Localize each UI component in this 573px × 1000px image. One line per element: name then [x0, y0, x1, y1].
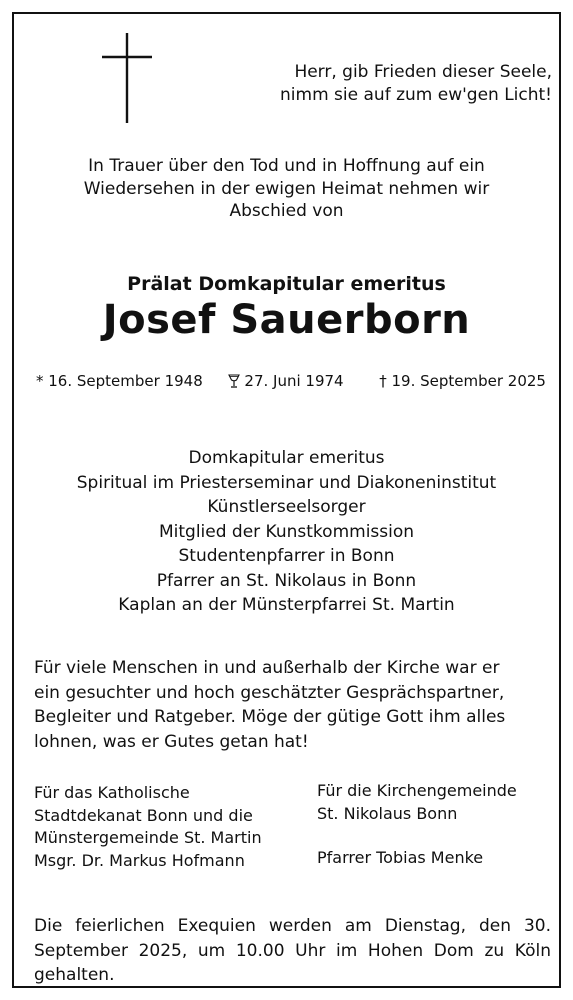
signatory-line: Münstergemeinde St. Martin: [34, 828, 262, 847]
tribute-line: lohnen, was er Gutes getan hat!: [34, 731, 309, 752]
signatory-name: Pfarrer Tobias Menke: [317, 848, 484, 867]
office-item: Kaplan an der Münsterpfarrei St. Martin: [118, 595, 455, 615]
funeral-line: zu Köln gehalten.: [34, 940, 551, 985]
offices-list: [14, 446, 559, 618]
signatory-line: Für das Katholische: [34, 783, 190, 802]
signatory-right: [317, 780, 557, 870]
intro-line: In Trauer über den Tod und in Hoffnung auf ein: [88, 156, 485, 176]
tribute-line: ein gesuchter und hoch geschätzter Gesprächspartner,: [34, 682, 505, 703]
cross-icon: [102, 33, 152, 123]
death-date: † 19. September 2025: [379, 372, 546, 390]
deceased-name: Josef Sauerborn: [102, 297, 471, 343]
intro-line: Wiedersehen in der ewigen Heimat nehmen wir: [83, 178, 490, 199]
office-item: Künstlerseelsorger: [207, 497, 366, 517]
poem-line: nimm sie auf zum ew'gen Licht!: [280, 85, 552, 105]
birth-date: * 16. September 1948: [36, 372, 203, 390]
office-item: Spiritual im Priesterseminar und Diakoneninstitut: [76, 472, 497, 493]
obituary-frame: [12, 12, 561, 988]
signatory-line: Für die Kirchengemeinde: [317, 781, 517, 800]
tribute-line: Für viele Menschen in und außerhalb der Kirche war er: [34, 658, 500, 678]
signatory-left: [34, 782, 304, 872]
poem-verse: [252, 61, 552, 107]
ordination-date-group: [228, 372, 343, 390]
life-dates: [36, 372, 546, 390]
funeral-line: 30. September 2025, um 10.00 Uhr im Hohen Dom: [34, 916, 551, 961]
office-item: Mitglied der Kunstkommission: [158, 521, 415, 542]
funeral-notice: [34, 914, 551, 988]
intro-line: Abschied von: [229, 201, 344, 221]
signatory-spacer: [317, 825, 557, 847]
funeral-line: Die feierlichen Exequien werden am Dienstag, den: [34, 916, 511, 936]
tribute-paragraph: [34, 656, 549, 754]
ordination-date: 27. Juni 1974: [244, 372, 344, 390]
chalice-icon: [228, 374, 240, 388]
deceased-title: Prälat Domkapitular emeritus: [127, 273, 446, 295]
intro-text: [14, 155, 559, 223]
tribute-line: Begleiter und Ratgeber. Möge der gütige Gott ihm alles: [34, 707, 506, 727]
signatory-line: Stadtdekanat Bonn und die: [34, 805, 253, 825]
office-item: Domkapitular emeritus: [188, 448, 385, 468]
signatory-name: Msgr. Dr. Markus Hofmann: [34, 850, 245, 870]
poem-line: Herr, gib Frieden dieser Seele,: [294, 62, 552, 82]
office-item: Pfarrer an St. Nikolaus in Bonn: [156, 570, 417, 591]
signatory-line: St. Nikolaus Bonn: [317, 803, 458, 823]
office-item: Studentenpfarrer in Bonn: [178, 546, 395, 566]
